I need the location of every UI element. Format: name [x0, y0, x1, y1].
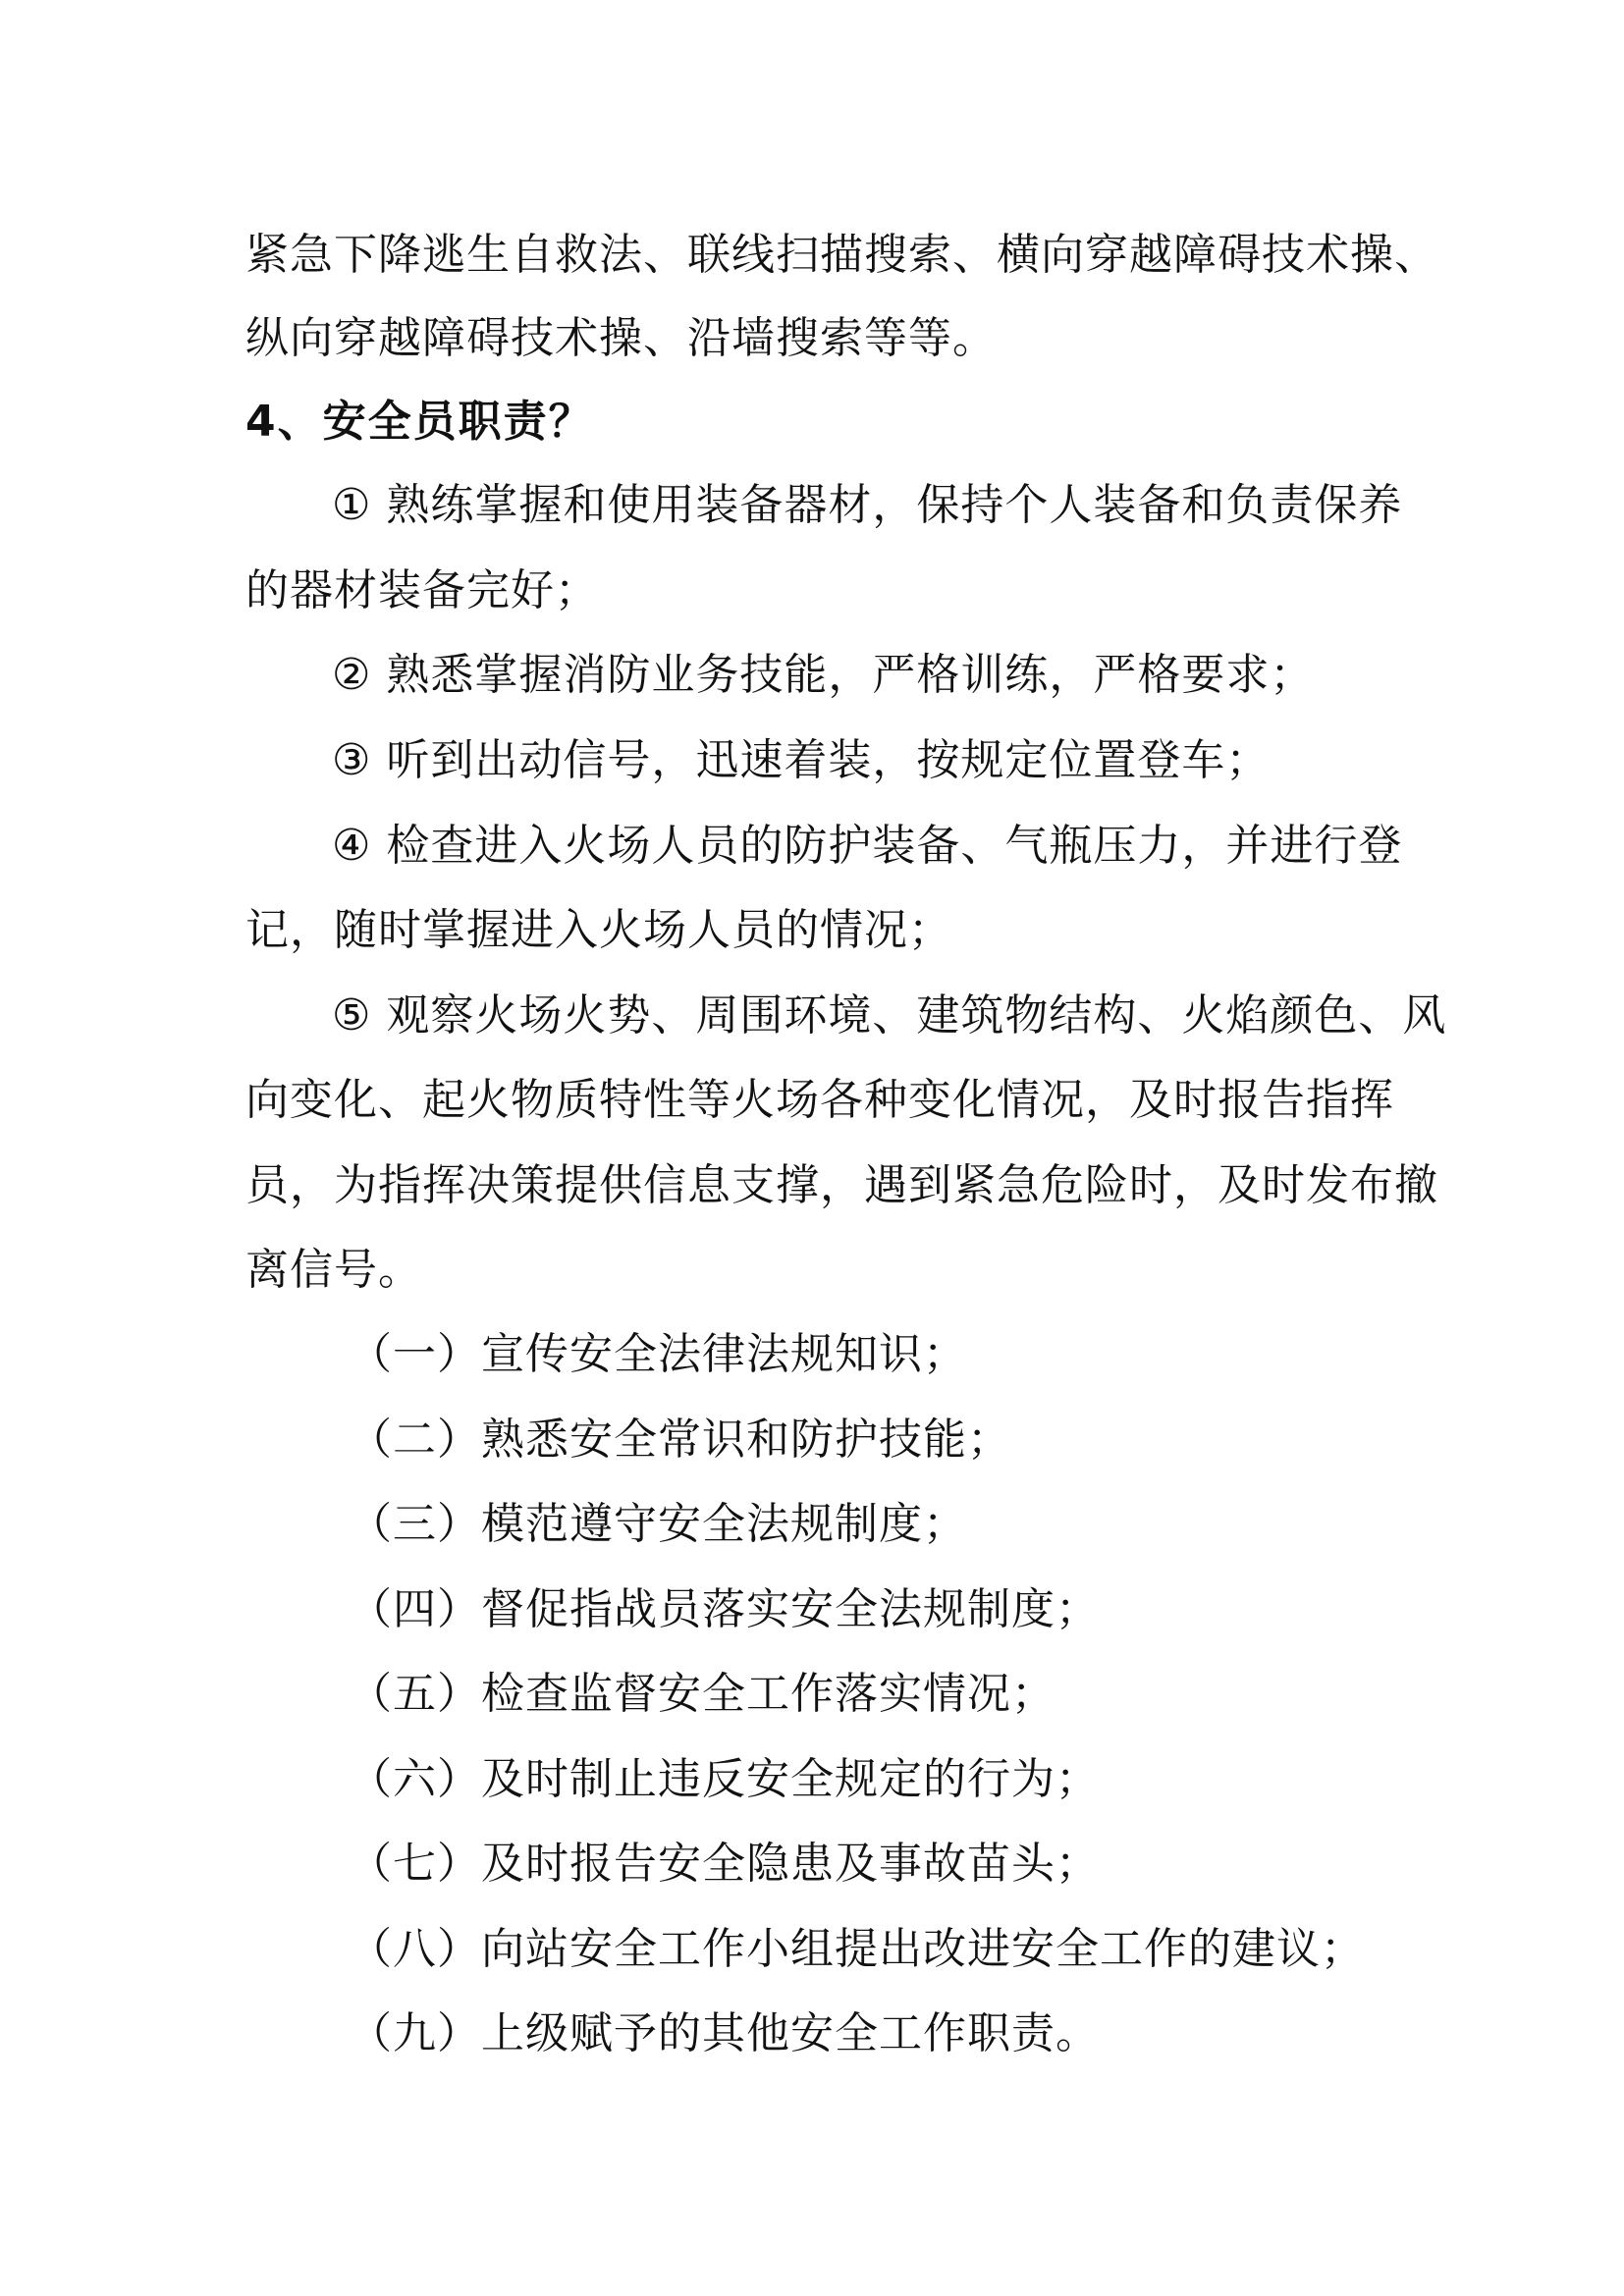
list-item-6: （六）及时制止违反安全规定的行为；: [349, 1754, 1100, 1804]
duty-item-5-line-4: 离信号。: [245, 1245, 422, 1295]
section-heading: 4、安全员职责？: [245, 397, 594, 447]
list-item-9: （九）上级赋予的其他安全工作职责。: [349, 2008, 1100, 2058]
duty-item-4-line-1: ④ 检查进入火场人员的防护装备、气瓶压力，并进行登: [332, 821, 1403, 871]
list-item-8: （八）向站安全工作小组提出改进安全工作的建议；: [349, 1924, 1365, 1974]
list-item-1: （一）宣传安全法律法规知识；: [349, 1329, 967, 1379]
list-item-4: （四）督促指战员落实安全法规制度；: [349, 1584, 1100, 1634]
duty-item-4-line-2: 记，随时掌握进入火场人员的情况；: [245, 905, 952, 955]
body-text-line: 紧急下降逃生自救法、联线扫描搜索、横向穿越障碍技术操、: [245, 230, 1438, 280]
duty-item-2: ② 熟悉掌握消防业务技能，严格训练，严格要求；: [332, 650, 1315, 700]
duty-item-5-line-2: 向变化、起火物质特性等火场各种变化情况，及时报告指挥: [245, 1075, 1394, 1125]
list-item-2: （二）熟悉安全常识和防护技能；: [349, 1415, 1011, 1465]
body-text-line: 纵向穿越障碍技术操、沿墙搜索等等。: [245, 313, 997, 363]
list-item-5: （五）检查监督安全工作落实情况；: [349, 1669, 1056, 1719]
duty-item-1-line-1: ① 熟练掌握和使用装备器材，保持个人装备和负责保养: [332, 480, 1403, 530]
duty-item-5-line-3: 员，为指挥决策提供信息支撑，遇到紧急危险时，及时发布撤: [245, 1160, 1438, 1210]
list-item-7: （七）及时报告安全隐患及事故苗头；: [349, 1839, 1100, 1889]
list-item-3: （三）模范遵守安全法规制度；: [349, 1499, 967, 1549]
duty-item-1-line-2: 的器材装备完好；: [245, 565, 599, 615]
duty-item-5-line-1: ⑤ 观察火场火势、周围环境、建筑物结构、火焰颜色、风: [332, 990, 1447, 1041]
duty-item-3: ③ 听到出动信号，迅速着装，按规定位置登车；: [332, 735, 1271, 785]
